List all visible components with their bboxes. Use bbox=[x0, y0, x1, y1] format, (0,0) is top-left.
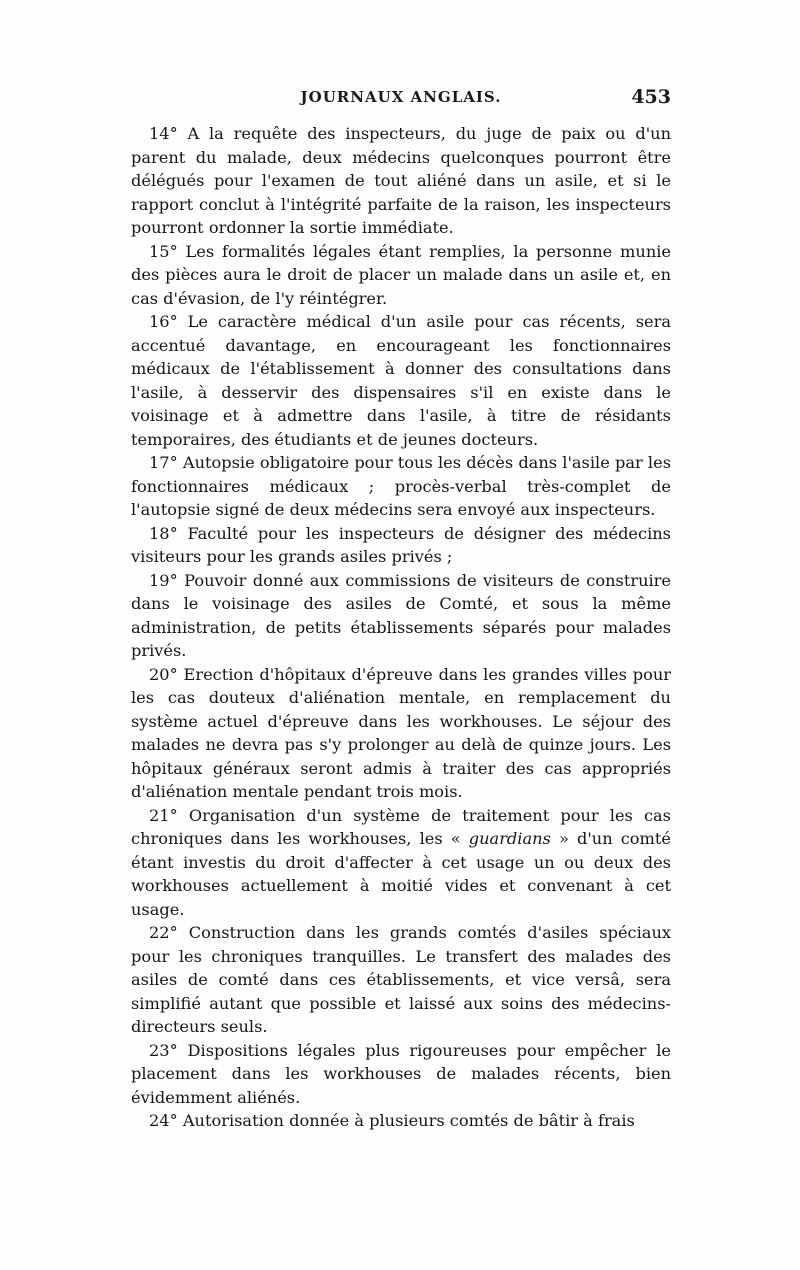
item-number: 20° bbox=[149, 664, 178, 684]
paragraph-text: Autorisation donnée à plusieurs comtés de bâtir à frais bbox=[177, 1111, 635, 1130]
paragraph-24 bbox=[131, 1109, 671, 1133]
paragraph-text: Les formalités légales étant remplies, la personne munie des pièces aura le droit de placer un malade dans un asile et, en cas d'évasion, de l'y réintégrer. bbox=[131, 241, 671, 308]
paragraph-text: Erection d'hôpitaux d'épreuve dans les grandes villes pour les cas douteux d'aliénation mentale, en remplacement du système actuel d'épreuve dans les workhouses. Le séjour des malades ne devra pas s'y prolonger au delà de quinze jours. Les hôpitaux généraux seront admis à traiter des cas appropriés d'aliénation mentale pendant trois mois. bbox=[131, 664, 671, 801]
item-number: 14° bbox=[149, 124, 178, 143]
body-text bbox=[131, 122, 671, 1133]
paragraph-text: Pouvoir donné aux commissions de visiteurs de construire dans le voisinage des asiles de Comté, et sous la même administration, de petits établissements séparés pour malades privés. bbox=[131, 570, 671, 660]
paragraph-text: Construction dans les grands comtés d'asiles spéciaux pour les chroniques tranquilles. Le transfert des malades des asiles de comté dans ces établissements, et vice versâ, sera simplifié autant que possible et laissé aux soins des médecins-directeurs seuls. bbox=[131, 923, 671, 1036]
paragraph-18 bbox=[131, 522, 671, 569]
paragraph-text: Faculté pour les inspecteurs de désigner des médecins visiteurs pour les grands asiles privés ; bbox=[131, 523, 671, 566]
page-header bbox=[131, 88, 671, 114]
paragraph-19 bbox=[131, 569, 671, 663]
item-number: 21° bbox=[149, 805, 178, 825]
item-number: 17° bbox=[149, 453, 178, 472]
paragraph-22 bbox=[131, 921, 671, 1039]
paragraph-21 bbox=[131, 804, 671, 922]
paragraph-text: A la requête des inspecteurs, du juge de paix ou d'un parent du malade, deux médecins quelconques pourront être délégués pour l'examen de tout aliéné dans un asile, et si le rapport conclut à l'intégrité parfaite de la raison, les inspecteurs pourront ordonner la sortie immédiate. bbox=[131, 124, 671, 237]
paragraph-17 bbox=[131, 451, 671, 522]
page-number: 453 bbox=[631, 86, 671, 108]
paragraph-14 bbox=[131, 122, 671, 240]
item-number: 23° bbox=[149, 1040, 178, 1060]
item-number: 18° bbox=[149, 523, 178, 543]
italic-term: guardians bbox=[468, 829, 551, 848]
paragraph-23 bbox=[131, 1039, 671, 1110]
running-head: JOURNAUX ANGLAIS. bbox=[300, 88, 502, 106]
item-number: 19° bbox=[149, 570, 178, 590]
item-number: 16° bbox=[149, 312, 178, 331]
item-number: 15° bbox=[149, 241, 178, 261]
paragraph-text: Autopsie obligatoire pour tous les décès dans l'asile par les fonctionnaires médicaux ; procès-verbal très-complet de l'autopsie signé de deux médecins sera envoyé aux inspecteurs. bbox=[131, 453, 671, 519]
paragraph-text: Organisation d'un système de traitement pour les cas chroniques dans les workhouses, les « bbox=[131, 805, 671, 848]
paragraph-15 bbox=[131, 240, 671, 311]
paragraph-20 bbox=[131, 663, 671, 804]
item-number: 22° bbox=[149, 923, 178, 942]
item-number: 24° bbox=[149, 1111, 178, 1130]
paragraph-text: Dispositions légales plus rigoureuses pour empêcher le placement dans les workhouses de malades récents, bien évidemment aliénés. bbox=[131, 1040, 671, 1107]
paragraph-text: Le caractère médical d'un asile pour cas récents, sera accentué davantage, en encourageant les fonctionnaires médicaux de l'établissement à donner des consultations dans l'asile, à desservir des dispensaires s'il en existe dans le voisinage et à admettre dans l'asile, à titre de résidants temporaires, des étudiants et de jeunes docteurs. bbox=[131, 312, 671, 449]
paragraph-text-continued: » d'un comté étant investis du droit d'affecter à cet usage un ou deux des workhouses actuellement à moitié vides et convenant à cet usage. bbox=[131, 829, 671, 919]
paragraph-16 bbox=[131, 310, 671, 451]
